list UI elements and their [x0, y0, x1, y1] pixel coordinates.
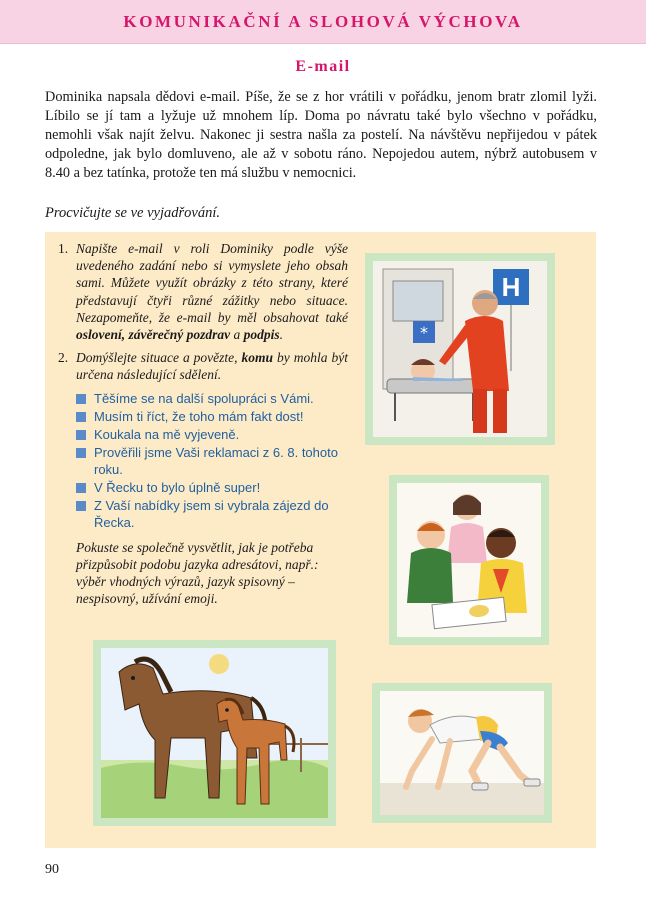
list-item: Z Vaší nabídky jsem si vybrala zájezd do Řecka.: [76, 497, 338, 531]
ambulance-scene: [373, 261, 547, 437]
list-item: Těšíme se na další spolupráci s Vámi.: [76, 390, 338, 407]
intro-paragraph: Dominika napsala dědovi e-mail. Píše, že se z hor vrátili v pořádku, jenom bratr zlomil lyži. Líbilo se jí tam a lyžuje už mnohem líp. Doma po návratu také bylo všechno v pořádku, nemohli však najít želvu. Nakonec ji sestra našla za postelí. Na návštěvu nepřijedou v pátek odpoledne, jak bylo domluveno, ale až v sobotu ráno. Nepojedou autem, nýbrž autobusem v 8.40 a bez tatínka, protože ten má službu v nemocnici.: [45, 89, 597, 181]
task-text: Domýšlejte situace a povězte, komu by mohla být určena následující sdělení.: [76, 350, 348, 383]
section-title: E-mail: [295, 58, 351, 75]
chapter-header: [0, 0, 646, 44]
list-item: Prověřili jsme Vaši reklamaci z 6. 8. tohoto roku.: [76, 444, 338, 478]
horses-illustration: [93, 640, 336, 826]
square-bullet-icon: [76, 501, 86, 511]
task-emphasis: podpis: [243, 327, 280, 343]
task-number: 2.: [58, 350, 69, 366]
discussion-note: Pokuste se společně vysvětlit, jak je potřeba přizpůsobit podobu jazyka adresátovi, např.: výběr vhodných výrazů, jazyk spisovný – nespisovný, užívání emoji.: [76, 539, 319, 607]
page-number: 90: [45, 862, 59, 877]
children-scene: [397, 483, 541, 637]
practice-label: Procvičujte se ve vyjadřování.: [45, 205, 220, 221]
square-bullet-icon: [76, 448, 86, 458]
svg-text:H: H: [501, 272, 521, 302]
task-text: Napište e-mail v roli Dominiky podle výše uvedeného zadání nebo si vymyslete jeho obsah sami. Můžete využít obrázky z této strany, které představují čtyři různé zážitky nebo situace. Nezapomeňte, že e-mail by měl obsahovat také oslovení, závěrečný pozdrav a podpis.: [76, 241, 348, 343]
task-1: [58, 240, 348, 343]
runner-illustration: [372, 683, 552, 823]
ambulance-illustration: [365, 253, 555, 445]
svg-text:*: *: [420, 323, 428, 342]
task-emphasis: oslovení, závěrečný pozdrav: [76, 327, 231, 343]
children-illustration: [389, 475, 549, 645]
square-bullet-icon: [76, 483, 86, 493]
list-item: V Řecku to bylo úplně super!: [76, 479, 338, 496]
square-bullet-icon: [76, 412, 86, 422]
task-list: [58, 240, 348, 607]
list-item: Koukala na mě vyjeveně.: [76, 426, 338, 443]
chapter-title: KOMUNIKAČNÍ A SLOHOVÁ VÝCHOVA: [123, 11, 523, 31]
horses-scene: [101, 648, 328, 818]
list-item: Musím ti říct, že toho mám fakt dost!: [76, 408, 338, 425]
square-bullet-icon: [76, 430, 86, 440]
task-number: 1.: [58, 241, 69, 256]
message-list: [76, 390, 338, 531]
task-emphasis: komu: [241, 350, 274, 366]
runner-scene: [380, 691, 544, 815]
task-2: [58, 349, 348, 383]
square-bullet-icon: [76, 394, 86, 404]
